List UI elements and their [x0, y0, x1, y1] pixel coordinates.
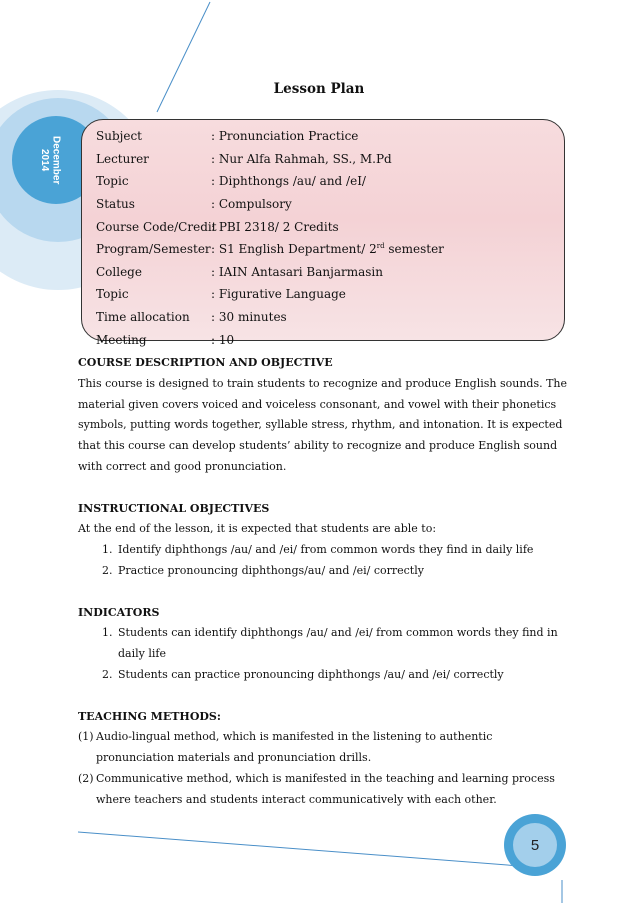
info-value: : 30 minutes: [211, 310, 287, 325]
info-label: Course Code/Credit: [96, 219, 217, 234]
course-info-table: [96, 125, 444, 351]
course-description-heading: COURSE DESCRIPTION AND OBJECTIVE: [78, 356, 333, 369]
info-row-time: [96, 306, 444, 329]
indicators-list: [78, 623, 568, 685]
list-item: [78, 727, 568, 769]
info-row-lecturer: [96, 148, 444, 171]
instructional-objectives-list: [78, 540, 568, 582]
spacer: [78, 686, 568, 707]
info-value: : Pronunciation Practice: [211, 129, 359, 144]
spacer: [78, 478, 568, 499]
instructional-objectives-heading: INSTRUCTIONAL OBJECTIVES: [78, 501, 270, 515]
list-item: [78, 769, 568, 811]
info-value-main: : S1 English Department/ 2: [211, 242, 377, 257]
info-label: College: [96, 264, 142, 279]
info-value-tail: semester: [384, 242, 444, 257]
list-number: (1): [78, 730, 94, 744]
info-value: [211, 242, 444, 256]
list-item-text: Communicative method, which is manifested in the teaching and learning process where teachers and students interact communicatively with each other.: [96, 771, 555, 806]
list-item-text: Audio-lingual method, which is manifested in the listening to authentic pronunciation materials and pronunciation drills.: [96, 730, 493, 765]
bottom-line: [78, 832, 520, 866]
info-row-program: [96, 238, 444, 261]
info-row-subject: [96, 125, 444, 148]
ordinal-suffix: rd: [376, 242, 385, 251]
list-number: (2): [78, 771, 94, 785]
info-value: : Compulsory: [211, 197, 292, 212]
list-item: 1. Identify diphthongs /au/ and /ei/ from common words they find in daily life: [116, 540, 568, 561]
list-item: 1. Students can identify diphthongs /au/ and /ei/ from common words they find in daily life: [116, 623, 568, 665]
info-label: Meeting: [96, 332, 147, 347]
instructional-objectives-intro: At the end of the lesson, it is expected that students are able to:: [78, 522, 437, 536]
info-row-topic-2: [96, 283, 444, 306]
list-item: 2. Practice pronouncing diphthongs/au/ and /ei/ correctly: [116, 561, 568, 582]
info-label: Time allocation: [96, 310, 190, 325]
info-value: : Nur Alfa Rahmah, SS., M.Pd: [211, 151, 392, 166]
spacer: [78, 582, 568, 603]
info-row-course-code: [96, 215, 444, 238]
info-label: Status: [96, 197, 135, 212]
info-value: : IAIN Antasari Banjarmasin: [211, 264, 383, 279]
course-description-text: This course is designed to train students to recognize and produce English sounds. The material given covers voiced and voiceless consonant, and vowel with their phonetics symbols, putting words together, syllable stress, rhythm, and intonation. It is expected that this course can develop students’ ability to recognize and produce English sound with correct and good pronunciation.: [78, 376, 568, 473]
info-label: Lecturer: [96, 151, 149, 166]
document-body: [78, 353, 568, 811]
list-item: 2. Students can practice pronouncing diphthongs /au/ and /ei/ correctly: [116, 665, 568, 686]
date-year: 2014: [39, 148, 50, 172]
info-label: Subject: [96, 129, 142, 144]
date-tab: [30, 130, 70, 190]
page-title: Lesson Plan: [273, 81, 365, 97]
date-month: December: [50, 135, 62, 185]
info-row-college: [96, 261, 444, 284]
page-number: 5: [530, 836, 540, 854]
info-label: Program/Semester: [96, 242, 211, 257]
teaching-methods-heading: TEACHING METHODS:: [78, 709, 221, 723]
info-row-status: [96, 193, 444, 216]
date-text: [39, 136, 62, 184]
info-value: : Figurative Language: [211, 287, 346, 302]
info-row-meeting: [96, 328, 444, 351]
info-value: : 10: [211, 332, 235, 347]
info-label: Topic: [96, 174, 129, 189]
info-label: Topic: [96, 287, 129, 302]
info-value: : Diphthongs /au/ and /eI/: [211, 174, 366, 189]
info-value: : PBI 2318/ 2 Credits: [211, 219, 339, 234]
indicators-heading: INDICATORS: [78, 605, 160, 619]
info-row-topic: [96, 170, 444, 193]
